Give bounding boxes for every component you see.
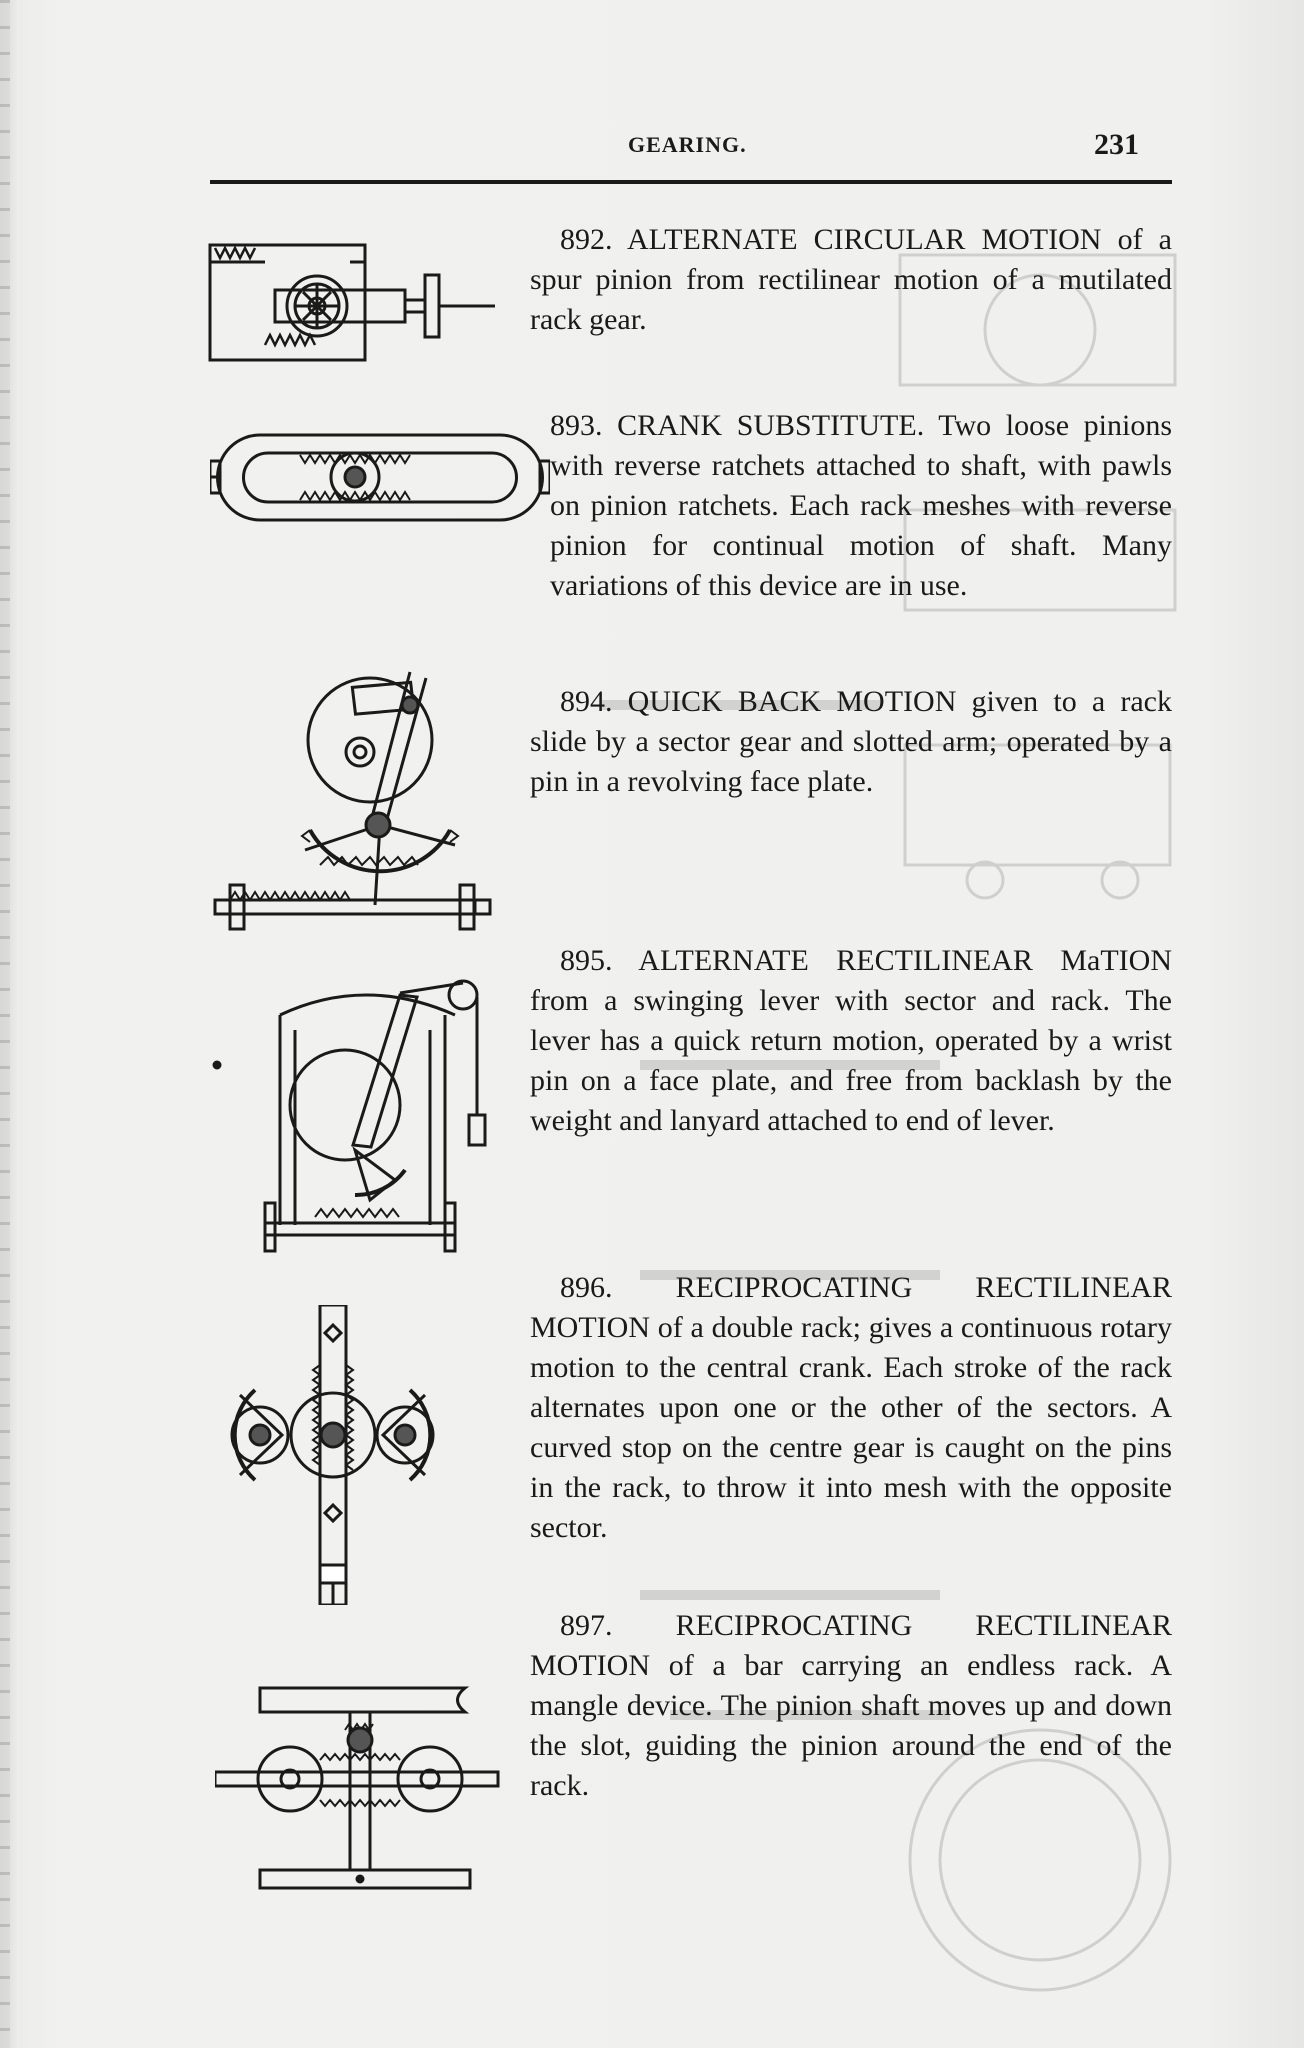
page-number: 231 (1094, 128, 1139, 161)
running-header-title: GEARING. (628, 132, 747, 157)
entry-893 (210, 406, 1172, 606)
figure-896-double-rack-sectors (210, 1305, 500, 1605)
entry-895-text: 895. ALTERNATE RECTILINEAR MaTION from a swinging lever with sector and rack. The lever has a quick return motion, operated by a wrist pin on a face plate, and free from backlash by the weight and lanyard attached to end of lever. (530, 944, 1172, 1137)
entry-896 (530, 1268, 1172, 1548)
entry-892-text: 892. ALTERNATE CIRCULAR MOTION of a spur pinion from rectilinear motion of a mutilated rack gear. (530, 223, 1172, 336)
figure-895-swinging-lever-sector-rack (205, 975, 505, 1255)
figure-894-quick-back-motion (210, 660, 510, 940)
figure-897-endless-rack-mangle (215, 1680, 515, 1895)
figure-892-mutilated-rack-gear (205, 230, 505, 370)
entry-896-text: 896. RECIPROCATING RECTILINEAR MOTION of a double rack; gives a continuous rotary motion to the central crank. Each stroke of the rack alternates upon one or the other of the sectors. A curved stop on the centre gear is caught on the pins in the rack, to throw it into mesh with the opposite sector. (530, 1271, 1172, 1544)
header-rule (210, 180, 1172, 184)
entry-892 (530, 220, 1172, 340)
entry-893-text: 893. CRANK SUBSTITUTE. Two loose pinions with reverse ratchets attached to shaft, with pawls on pinion ratchets. Each rack meshes with reverse pinion for continual motion of shaft. Many variations of this device are in use. (550, 409, 1172, 602)
entry-897 (530, 1606, 1172, 1806)
entry-897-text: 897. RECIPROCATING RECTILINEAR MOTION of a bar carrying an endless rack. A mangle device. The pinion shaft moves up and down the slot, guiding the pinion around the end of the rack. (530, 1609, 1172, 1802)
entry-894-text: 894. QUICK BACK MOTION given to a rack slide by a sector gear and slotted arm; operated by a pin in a revolving face plate. (530, 685, 1172, 798)
entry-895 (530, 941, 1172, 1141)
entry-894 (530, 682, 1172, 802)
